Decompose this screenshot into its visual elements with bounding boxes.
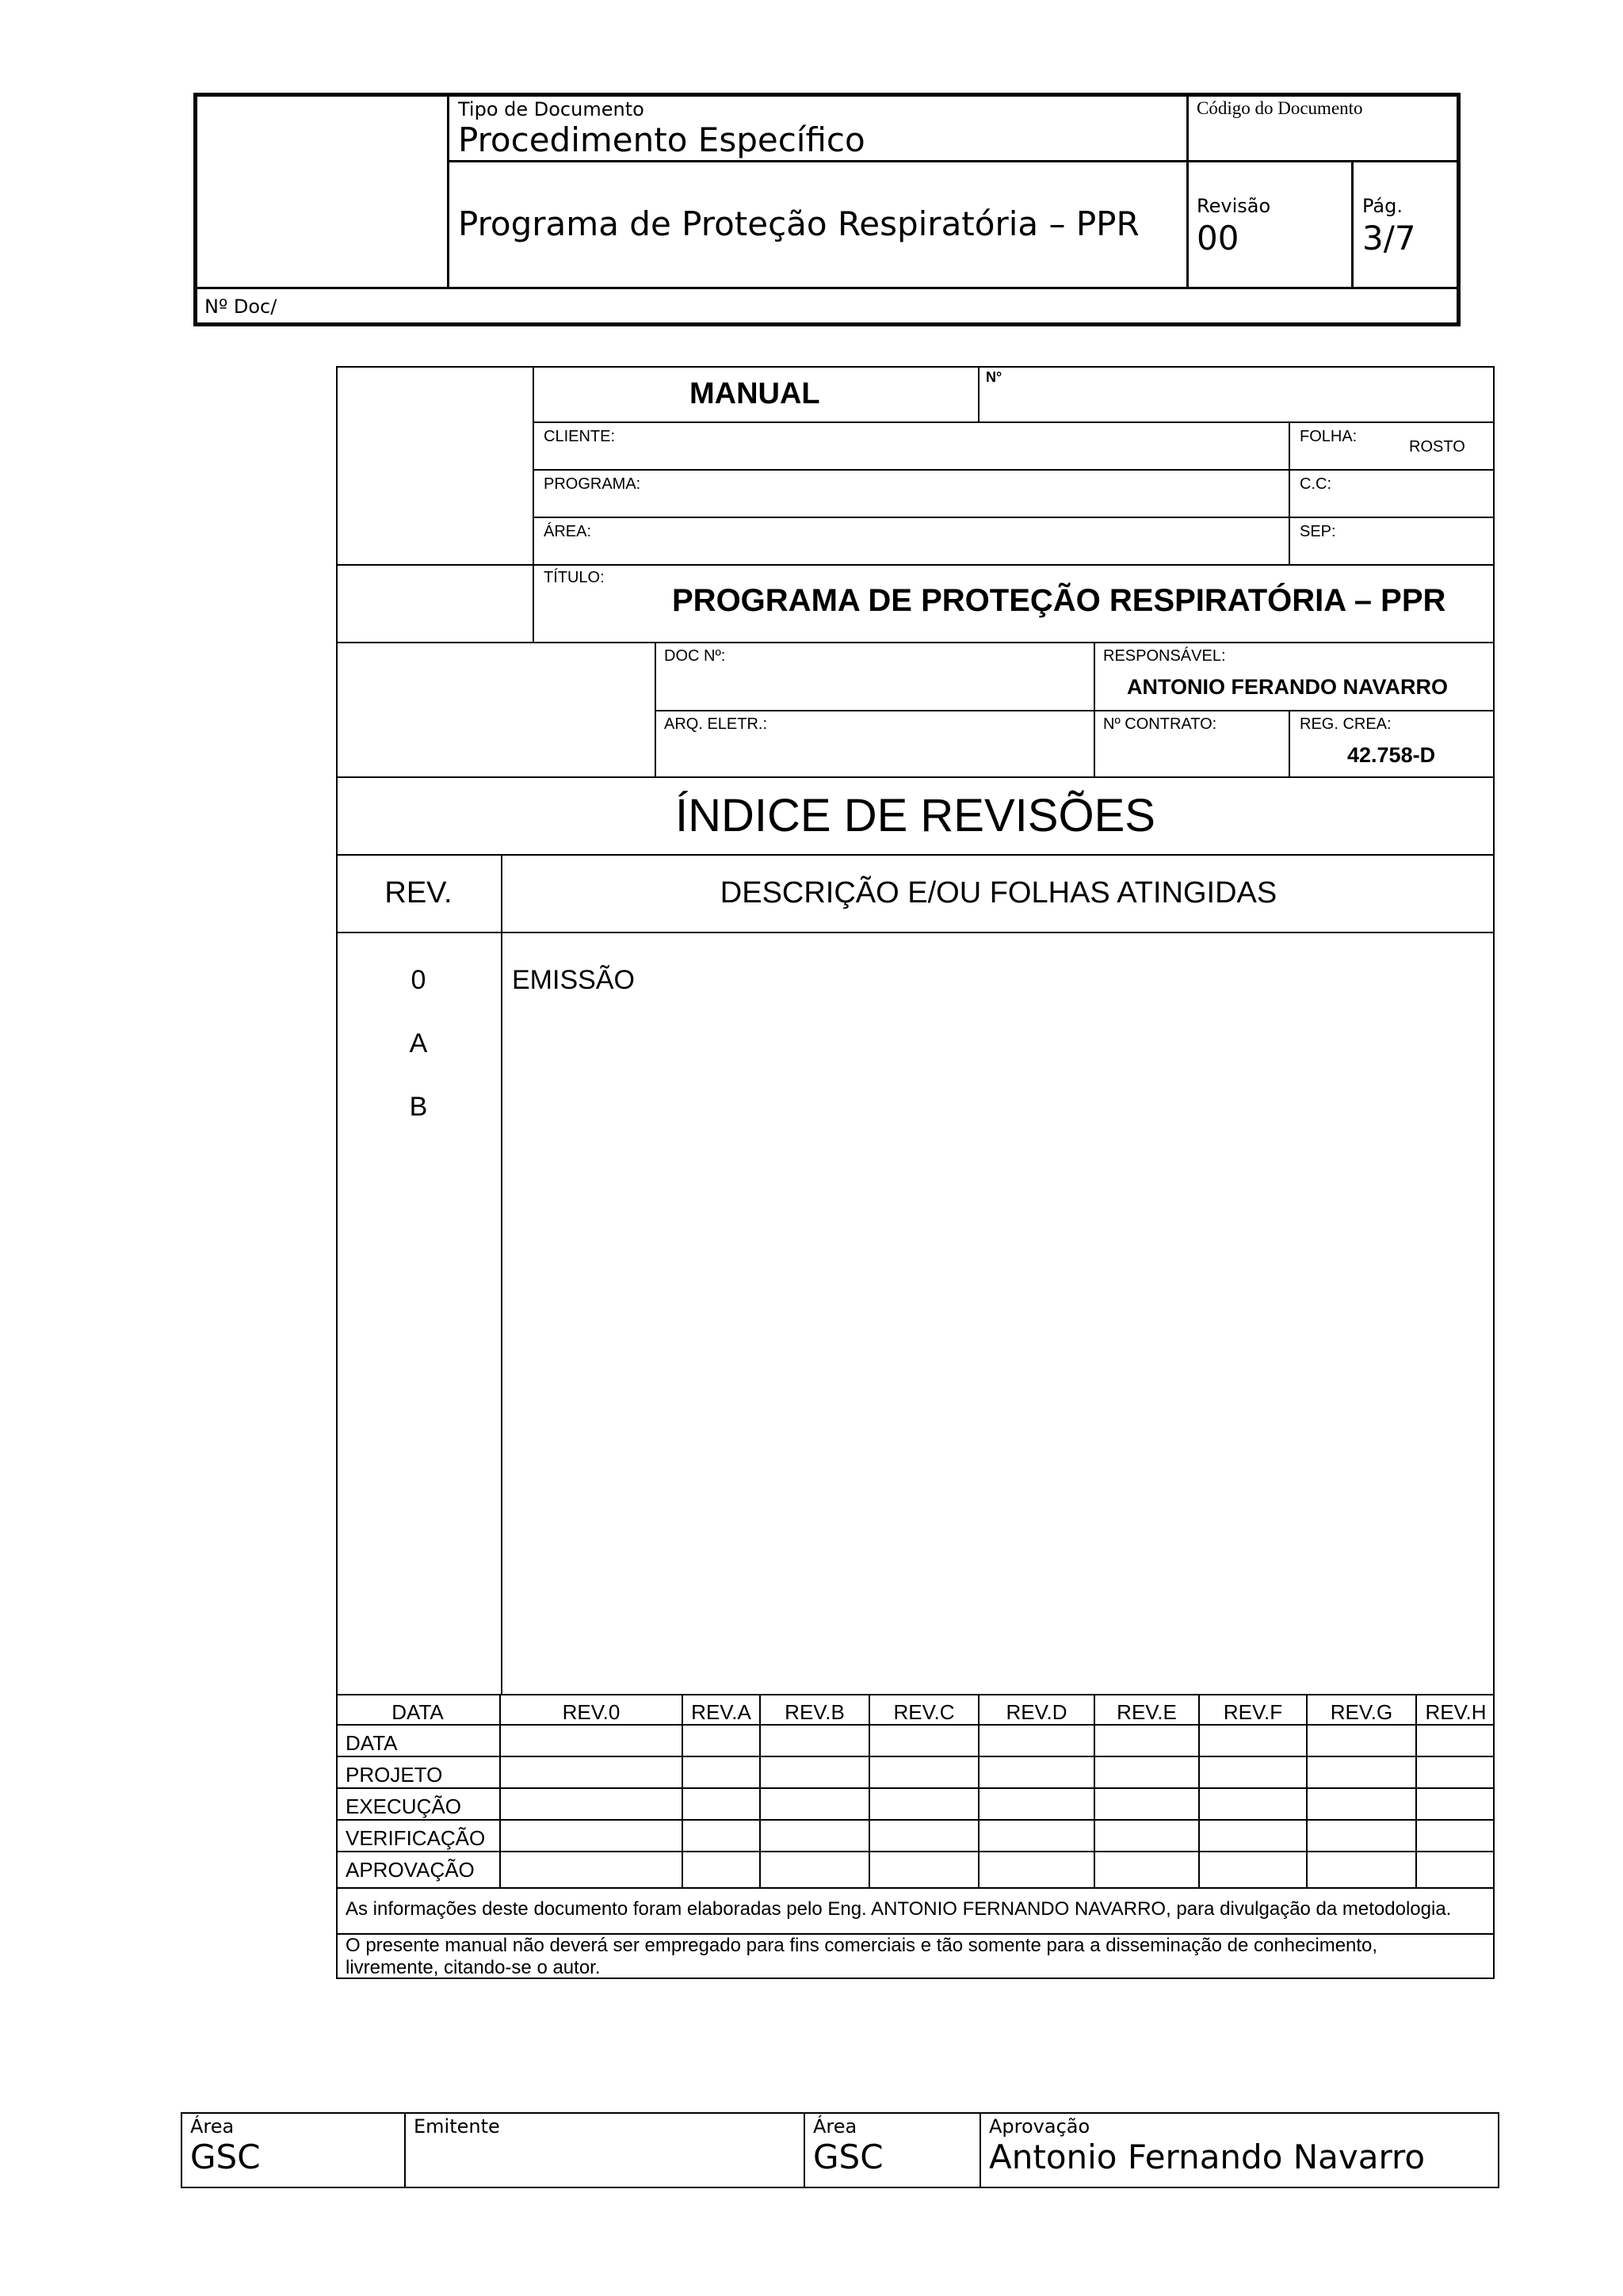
form-divider <box>1094 642 1095 776</box>
approval-column-header: REV.G <box>1330 1700 1393 1724</box>
area-label: ÁREA: <box>544 523 592 540</box>
header-divider <box>447 160 1461 162</box>
sep-label: SEP: <box>1300 523 1336 540</box>
manual-label: MANUAL <box>689 377 820 410</box>
form-divider <box>1289 710 1290 776</box>
form-divider <box>533 366 534 643</box>
form-divider <box>336 564 1495 566</box>
approval-row-label: PROJETO <box>346 1763 443 1787</box>
responsavel-label: RESPONSÁVEL: <box>1103 647 1226 665</box>
revision-row-description: EMISSÃO <box>512 965 635 995</box>
programa-label: PROGRAMA: <box>544 475 641 493</box>
form-divider <box>533 469 1495 471</box>
usage-note: O presente manual não deverá ser empregado para fins comerciais e tão somente para a disseminação de conhecimento, livremente, citando-se o autor. <box>346 1935 1378 1978</box>
header-divider <box>193 287 1461 289</box>
header-divider <box>1186 93 1189 288</box>
approval-column-header: DATA <box>391 1700 444 1724</box>
form-divider <box>978 366 980 421</box>
codigo-documento-label: Código do Documento <box>1197 98 1363 118</box>
approval-column-header: REV.F <box>1223 1700 1283 1724</box>
approval-column-header: REV.D <box>1006 1700 1067 1724</box>
footer-area-value: GSC <box>190 2138 261 2176</box>
form-divider <box>1289 421 1290 564</box>
cliente-label: CLIENTE: <box>544 428 616 445</box>
pagina-value: 3/7 <box>1362 219 1416 257</box>
doc-nr-label: DOC Nº: <box>664 647 726 665</box>
approval-column-header: REV.0 <box>562 1700 621 1724</box>
folha-label: FOLHA: <box>1300 428 1358 445</box>
footer-area-label: Área <box>190 2115 235 2138</box>
cc-label: C.C: <box>1300 475 1331 493</box>
nr-doc-label: Nº Doc/ <box>204 296 277 318</box>
footer-divider <box>980 2112 981 2188</box>
footer-area-value: GSC <box>813 2138 884 2176</box>
approval-row-label: APROVAÇÃO <box>346 1858 475 1882</box>
form-divider <box>336 1756 1495 1757</box>
form-divider <box>336 1851 1495 1852</box>
form-divider <box>336 932 1495 933</box>
revision-row-code: 0 <box>411 965 426 995</box>
contrato-label: Nº CONTRATO: <box>1103 715 1217 733</box>
approval-column-header: REV.H <box>1425 1700 1487 1724</box>
titulo-value: PROGRAMA DE PROTEÇÃO RESPIRATÓRIA – PPR <box>672 583 1446 618</box>
revisao-value: 00 <box>1197 219 1239 257</box>
header-divider <box>1351 160 1354 288</box>
desc-column-header: DESCRIÇÃO E/OU FOLHAS ATINGIDAS <box>720 876 1277 910</box>
arq-eletr-label: ARQ. ELETR.: <box>664 715 768 733</box>
approval-row-label: EXECUÇÃO <box>346 1794 461 1818</box>
form-divider <box>336 1887 1495 1889</box>
form-divider <box>336 1787 1495 1789</box>
authorship-note: As informações deste documento foram elaboradas pelo Eng. ANTONIO FERNANDO NAVARRO, para divulgação da metodologia. <box>346 1898 1452 1920</box>
footer-divider <box>804 2112 805 2188</box>
crea-label: REG. CREA: <box>1300 715 1392 733</box>
footer-area-label: Área <box>813 2115 857 2138</box>
form-divider <box>336 1694 1495 1695</box>
footer-aprovacao-value: Antonio Fernando Navarro <box>989 2138 1426 2176</box>
folha-value: ROSTO <box>1409 438 1465 456</box>
revisao-label: Revisão <box>1197 195 1271 217</box>
form-divider <box>336 1819 1495 1821</box>
pagina-label: Pág. <box>1362 195 1403 217</box>
revisions-title: ÍNDICE DE REVISÕES <box>675 790 1155 841</box>
form-divider <box>655 642 656 776</box>
approval-column-header: REV.A <box>691 1700 751 1724</box>
header-divider <box>447 93 449 288</box>
form-divider <box>336 642 1495 643</box>
form-divider <box>336 854 1495 856</box>
tipo-documento-value: Procedimento Específico <box>458 120 865 159</box>
tipo-documento-label: Tipo de Documento <box>458 98 644 120</box>
approval-column-header: REV.B <box>785 1700 845 1724</box>
footer-emitente-label: Emitente <box>414 2115 500 2138</box>
approval-column-header: REV.C <box>893 1700 955 1724</box>
form-divider <box>336 776 1495 778</box>
approval-row-label: DATA <box>346 1731 398 1755</box>
form-divider <box>501 854 502 1694</box>
revision-row-code: B <box>409 1092 428 1122</box>
form-divider <box>533 517 1495 518</box>
approval-row-label: VERIFICAÇÃO <box>346 1826 486 1850</box>
form-divider <box>655 710 1495 711</box>
form-divider <box>533 421 1495 423</box>
numero-label: N° <box>986 369 1002 385</box>
crea-value: 42.758-D <box>1347 743 1436 767</box>
revision-row-code: A <box>409 1028 428 1058</box>
document-title: Programa de Proteção Respiratória – PPR <box>458 204 1140 243</box>
footer-aprovacao-label: Aprovação <box>989 2115 1090 2138</box>
rev-column-header: REV. <box>384 876 453 910</box>
titulo-label: TÍTULO: <box>544 569 605 586</box>
footer-divider <box>404 2112 406 2188</box>
approval-column-header: REV.E <box>1117 1700 1177 1724</box>
responsavel-value: ANTONIO FERANDO NAVARRO <box>1127 675 1448 699</box>
